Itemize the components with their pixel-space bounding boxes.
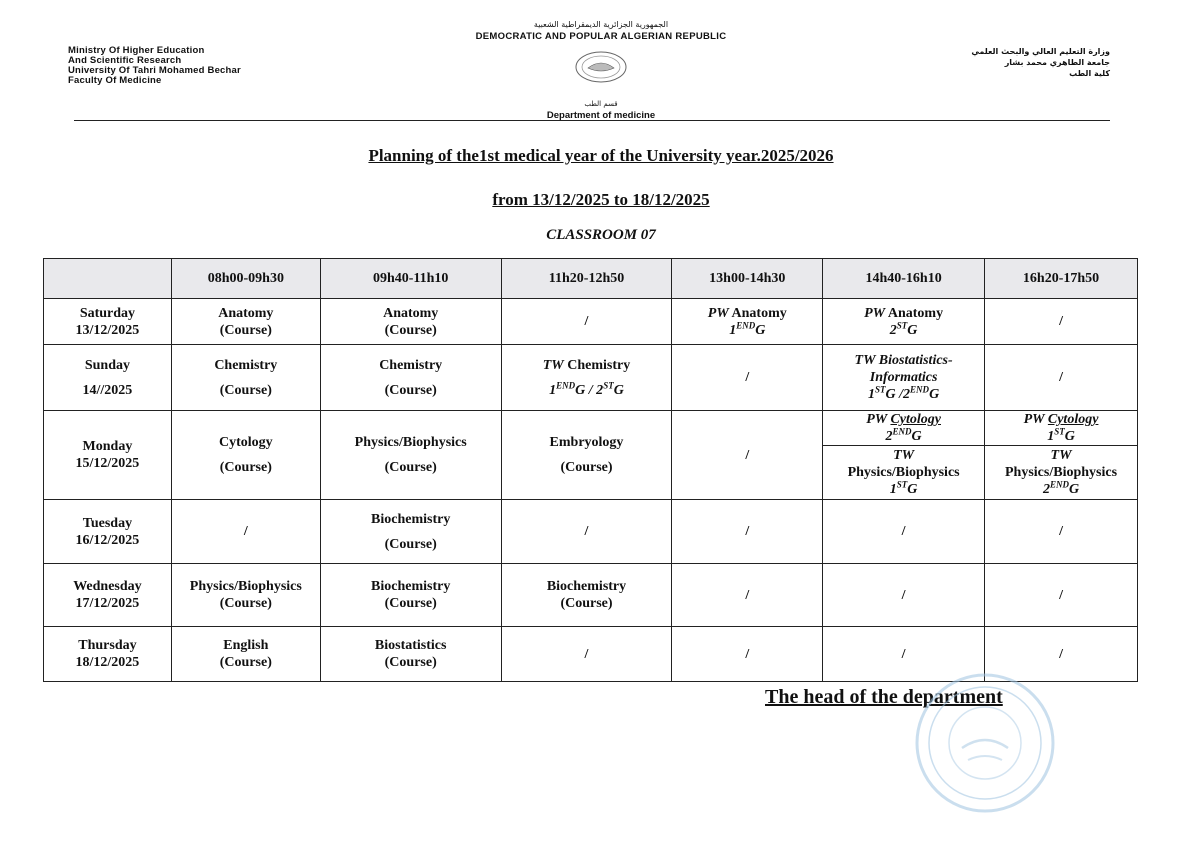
schedule-table bbox=[43, 258, 1138, 682]
institution-line: And Scientific Research bbox=[68, 55, 182, 66]
empty-cell: / bbox=[672, 411, 823, 500]
empty-cell: / bbox=[672, 564, 823, 627]
session-cell bbox=[171, 627, 320, 682]
group-number: 2 bbox=[889, 322, 897, 338]
subject: Embryology bbox=[549, 435, 624, 450]
subject: English bbox=[223, 638, 269, 653]
group-letter: G bbox=[575, 382, 586, 398]
header-corner bbox=[44, 259, 172, 299]
day-name: Wednesday bbox=[73, 579, 142, 594]
group-letter: G bbox=[1064, 429, 1075, 444]
group-number: 2 bbox=[885, 429, 893, 444]
day-cell bbox=[44, 564, 172, 627]
session-cell bbox=[501, 345, 672, 411]
column-header: 08h00-09h30 bbox=[171, 259, 320, 299]
session-type: TW bbox=[1050, 448, 1072, 463]
empty-cell: / bbox=[823, 564, 985, 627]
session-cell bbox=[823, 299, 985, 345]
group-suffix: ST bbox=[896, 319, 908, 330]
day-cell bbox=[44, 411, 172, 500]
group-number: 2 bbox=[1042, 482, 1050, 497]
day-name: Thursday bbox=[78, 638, 137, 653]
session-type: (Course) bbox=[219, 460, 272, 475]
subject: Physics/Biophysics bbox=[354, 435, 467, 450]
session-type: (Course) bbox=[384, 382, 437, 398]
group-suffix: ST bbox=[1054, 426, 1065, 437]
institution-line-ar: وزارة التعليم العالي والبحث العلمي bbox=[971, 47, 1110, 56]
subject: Biochemistry bbox=[371, 579, 451, 594]
subject: Physics/Biophysics bbox=[847, 465, 960, 480]
day-date: 13/12/2025 bbox=[75, 322, 140, 338]
session-cell bbox=[672, 299, 823, 345]
day-cell bbox=[44, 627, 172, 682]
session-cell bbox=[823, 345, 985, 411]
session-cell bbox=[985, 446, 1138, 500]
group-suffix: END bbox=[892, 426, 912, 437]
session-type: TW bbox=[893, 448, 915, 463]
subject: Anatomy bbox=[383, 305, 439, 321]
table-header-row bbox=[44, 259, 1138, 299]
group-number: /2 bbox=[895, 387, 911, 402]
session-type: TW bbox=[542, 357, 564, 373]
day-cell bbox=[44, 500, 172, 564]
group-letter: G bbox=[907, 322, 918, 338]
session-type: (Course) bbox=[384, 655, 437, 670]
table-row bbox=[44, 500, 1138, 564]
empty-cell: / bbox=[985, 564, 1138, 627]
subject: Informatics bbox=[869, 370, 938, 385]
session-cell bbox=[985, 411, 1138, 446]
session-cell bbox=[501, 564, 672, 627]
empty-cell: / bbox=[823, 627, 985, 682]
header-divider bbox=[74, 120, 1110, 121]
session-cell bbox=[823, 411, 985, 446]
group-suffix: END bbox=[736, 319, 756, 330]
session-type: PW bbox=[707, 305, 729, 321]
subject: Biochemistry bbox=[546, 579, 627, 594]
group-suffix: END bbox=[910, 384, 930, 395]
group-suffix: ST bbox=[896, 479, 908, 490]
session-type: (Course) bbox=[560, 596, 613, 611]
session-type: (Course) bbox=[219, 655, 272, 670]
group-number: / 2 bbox=[585, 382, 604, 398]
session-cell bbox=[320, 500, 501, 564]
session-cell bbox=[171, 345, 320, 411]
signature-label: The head of the department bbox=[765, 686, 1003, 708]
page-title: Planning of the1st medical year of the University year.2025/2026 bbox=[368, 146, 834, 165]
empty-cell: / bbox=[501, 627, 672, 682]
session-type: PW bbox=[864, 305, 886, 321]
group-suffix: END bbox=[556, 379, 576, 390]
group-number: 1 bbox=[1047, 429, 1055, 444]
session-cell bbox=[171, 411, 320, 500]
department-stamp-icon bbox=[910, 668, 1060, 818]
date-range: from 13/12/2025 to 18/12/2025 bbox=[492, 190, 710, 209]
subject: Anatomy bbox=[731, 305, 787, 321]
subject: Cytology bbox=[890, 412, 941, 427]
empty-cell: / bbox=[985, 627, 1138, 682]
subject: Anatomy bbox=[218, 305, 274, 321]
institution-line-ar: جامعة الطاهري محمد بشار bbox=[1004, 58, 1110, 67]
subject: Chemistry bbox=[214, 357, 278, 373]
column-header: 13h00-14h30 bbox=[672, 259, 823, 299]
subject: Physics/Biophysics bbox=[189, 579, 302, 594]
subject: Physics/Biophysics bbox=[1005, 465, 1118, 480]
empty-cell: / bbox=[501, 299, 672, 345]
table-row bbox=[44, 411, 1138, 446]
group-number: 1 bbox=[729, 322, 737, 338]
group-letter: G bbox=[911, 429, 922, 444]
institution-line: Ministry Of Higher Education bbox=[68, 45, 205, 56]
session-type: (Course) bbox=[219, 322, 272, 338]
session-cell bbox=[320, 627, 501, 682]
day-name: Saturday bbox=[79, 305, 136, 321]
session-cell bbox=[320, 564, 501, 627]
institution-block-left bbox=[68, 46, 241, 86]
group-letter: G bbox=[1068, 482, 1080, 497]
university-emblem-icon bbox=[574, 50, 628, 84]
session-type: (Course) bbox=[560, 460, 613, 475]
session-cell bbox=[320, 411, 501, 500]
session-type: (Course) bbox=[219, 382, 272, 398]
group-number: 1 bbox=[868, 387, 876, 402]
empty-cell: / bbox=[823, 500, 985, 564]
subject: Biostatistics bbox=[374, 638, 447, 653]
empty-cell: / bbox=[985, 299, 1138, 345]
session-type: PW bbox=[866, 412, 887, 427]
group-number: 1 bbox=[889, 482, 897, 497]
group-number: 1 bbox=[549, 382, 557, 398]
group-suffix: ST bbox=[603, 379, 614, 390]
day-cell bbox=[44, 299, 172, 345]
day-name: Monday bbox=[82, 439, 133, 454]
session-cell bbox=[320, 299, 501, 345]
classroom-label: CLASSROOM 07 bbox=[546, 227, 656, 243]
subject: Cytology bbox=[218, 435, 273, 450]
department-name: Department of medicine bbox=[546, 110, 656, 121]
session-cell bbox=[823, 446, 985, 500]
session-type: (Course) bbox=[219, 596, 272, 611]
empty-cell: / bbox=[672, 345, 823, 411]
day-date: 16/12/2025 bbox=[75, 532, 140, 548]
group-suffix: ST bbox=[875, 384, 886, 395]
subject: Biochemistry bbox=[371, 511, 451, 527]
column-header: 11h20-12h50 bbox=[501, 259, 672, 299]
empty-cell: / bbox=[985, 345, 1138, 411]
institution-line: Faculty Of Medicine bbox=[68, 75, 162, 86]
department-arabic: قسم الطب bbox=[584, 100, 618, 108]
empty-cell: / bbox=[672, 500, 823, 564]
table-row bbox=[44, 299, 1138, 345]
session-cell bbox=[171, 299, 320, 345]
group-letter: G bbox=[929, 387, 940, 402]
subject: TW Biostatistics- bbox=[854, 353, 953, 368]
session-cell bbox=[320, 345, 501, 411]
republic-arabic: الجمهورية الجزائرية الديمقراطية الشعبية bbox=[533, 20, 669, 29]
empty-cell: / bbox=[985, 500, 1138, 564]
session-type: (Course) bbox=[384, 322, 437, 338]
empty-cell: / bbox=[672, 627, 823, 682]
empty-cell: / bbox=[501, 500, 672, 564]
institution-line-ar: كلية الطب bbox=[1069, 69, 1110, 78]
day-date: 14//2025 bbox=[82, 382, 133, 398]
institution-line: University Of Tahri Mohamed Bechar bbox=[68, 65, 241, 76]
subject: Anatomy bbox=[887, 305, 944, 321]
column-header: 16h20-17h50 bbox=[985, 259, 1138, 299]
session-type: (Course) bbox=[384, 536, 437, 552]
day-cell bbox=[44, 345, 172, 411]
column-header: 14h40-16h10 bbox=[823, 259, 985, 299]
institution-block-right bbox=[971, 46, 1110, 79]
session-type: (Course) bbox=[384, 460, 437, 475]
day-date: 18/12/2025 bbox=[75, 655, 140, 670]
column-header: 09h40-11h10 bbox=[320, 259, 501, 299]
group-letter: G bbox=[613, 382, 624, 398]
group-letter: G bbox=[885, 387, 896, 402]
subject: Chemistry bbox=[567, 357, 631, 373]
day-date: 17/12/2025 bbox=[75, 596, 140, 611]
day-date: 15/12/2025 bbox=[75, 456, 140, 471]
group-suffix: END bbox=[1049, 479, 1069, 490]
empty-cell: / bbox=[171, 500, 320, 564]
group-letter: G bbox=[907, 482, 918, 497]
session-cell bbox=[501, 411, 672, 500]
subject: Cytology bbox=[1047, 412, 1099, 427]
session-type: (Course) bbox=[384, 596, 437, 611]
republic-title: DEMOCRATIC AND POPULAR ALGERIAN REPUBLIC bbox=[475, 31, 727, 42]
table-row bbox=[44, 345, 1138, 411]
group-letter: G bbox=[755, 322, 766, 338]
session-cell bbox=[171, 564, 320, 627]
session-type: PW bbox=[1023, 412, 1045, 427]
table-row bbox=[44, 564, 1138, 627]
day-name: Sunday bbox=[84, 357, 130, 373]
day-name: Tuesday bbox=[82, 515, 133, 531]
subject: Chemistry bbox=[379, 357, 443, 373]
